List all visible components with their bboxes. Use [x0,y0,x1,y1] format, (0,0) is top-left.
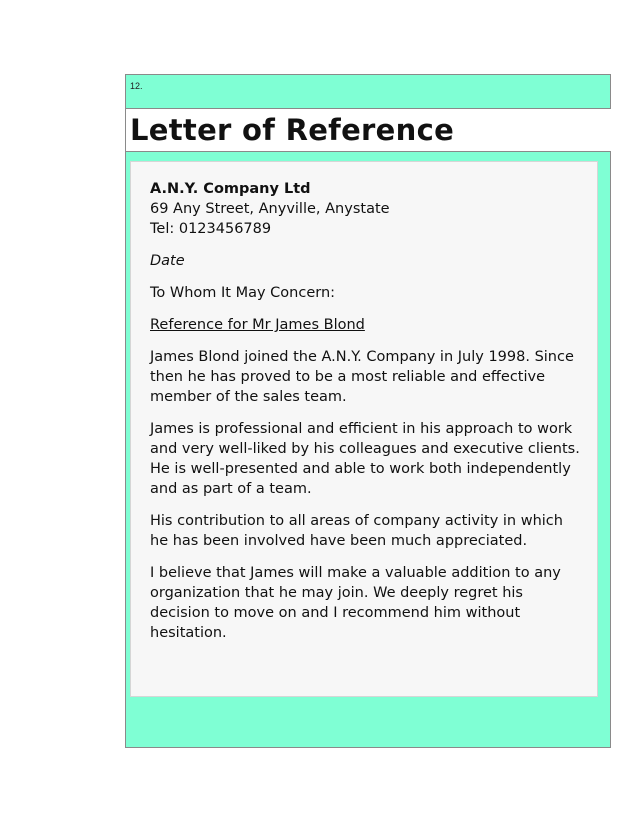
paragraph-4: I believe that James will make a valuable addition to any organization that he may join. We deeply regret his decision to move on and I recommend him without hesitation. [150,565,561,641]
salutation: To Whom It May Concern: [150,285,336,301]
page-title: Letter of Reference [130,113,455,147]
letter-body [150,179,580,643]
company-address: 69 Any Street, Anyville, Anystate [150,201,390,217]
letter-panel [130,161,598,697]
paragraph-1: James Blond joined the A.N.Y. Company in July 1998. Since then he has proved to be a most reliable and effective member of the sales team. [150,349,574,405]
letter-date: Date [150,253,185,269]
paragraph-3: His contribution to all areas of company activity in which he has been involved have been much appreciated. [150,513,563,549]
company-tel: Tel: 0123456789 [150,221,272,237]
company-name: A.N.Y. Company Ltd [150,181,311,197]
letter-subject: Reference for Mr James Blond [150,317,365,333]
page-number: 12. [130,81,143,91]
slide-frame [125,74,611,748]
title-bar [126,108,611,152]
paragraph-2: James is professional and efficient in his approach to work and very well-liked by his colleagues and executive clients. He is well-presented and able to work both independently and as part of a team. [150,421,580,497]
